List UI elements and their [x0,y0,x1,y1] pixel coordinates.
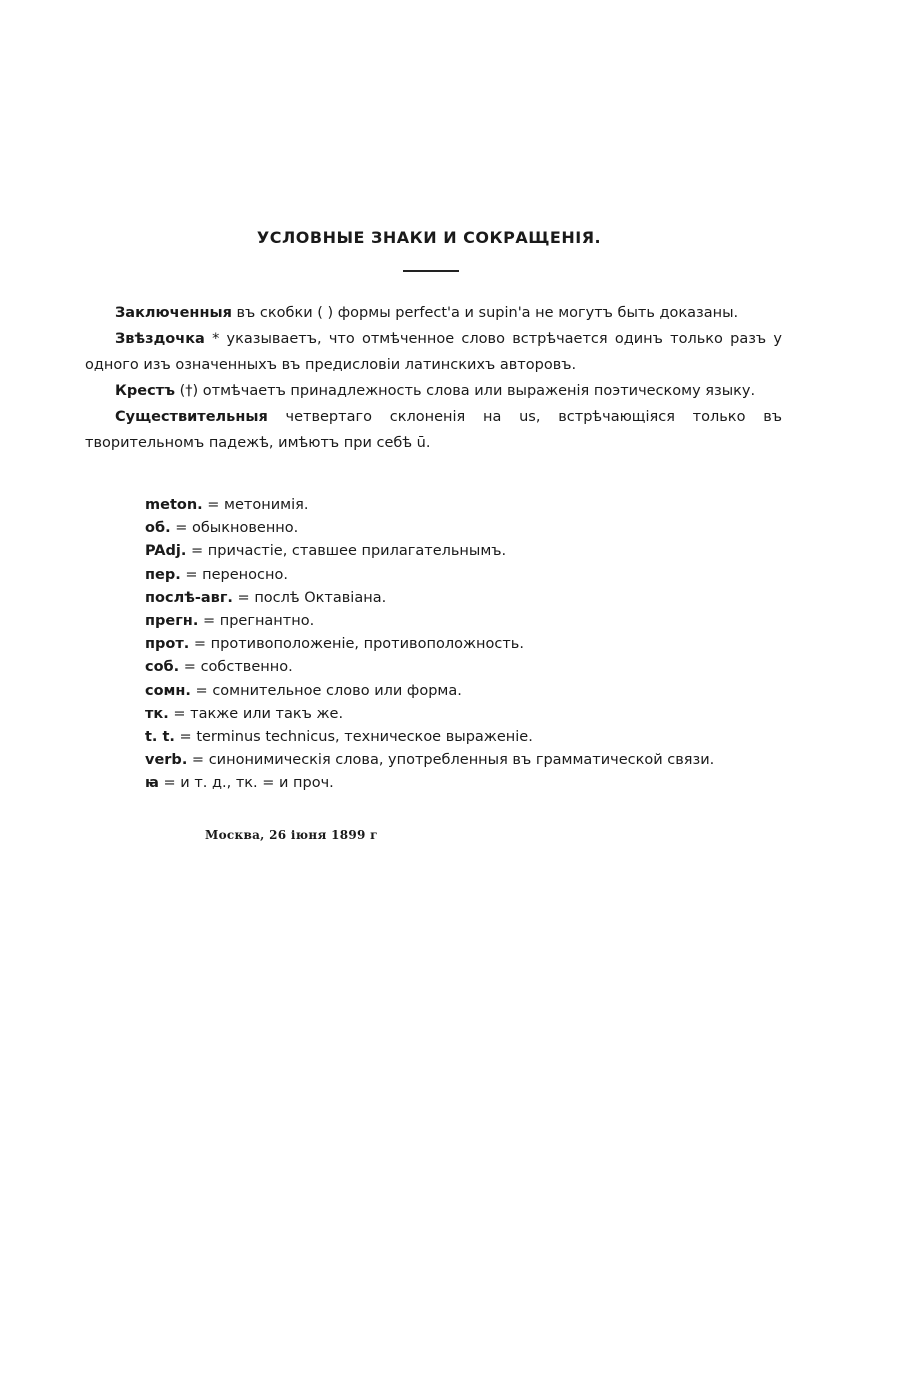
abbreviation-item [145,656,805,679]
abbreviation-separator: = [202,497,225,513]
paragraph-lead: Существительныя [115,409,268,425]
abbreviation-separator: = [174,729,197,746]
abbreviation-meaning: и т. д., тк. = и проч. [180,775,334,792]
abbreviation-separator: = [187,752,209,769]
abbreviation-meaning: причастіе, ставшее прилагательнымъ. [207,543,507,560]
abbreviation-separator: = [232,589,255,606]
paragraph-text: * указываетъ, что отмѣченное слово встрѣчается одинъ только разъ у одного изъ означенныхъ въ предисловіи латинскихъ авторовъ. [85,331,782,373]
abbreviation-meaning: обыкновенно. [191,520,299,537]
abbreviation-item [145,564,805,587]
abbreviation-meaning: собственно. [200,659,293,676]
paragraph-lead: Крестъ [115,383,175,399]
abbreviation-item [145,633,805,656]
title-underline-divider [403,270,459,272]
abbreviation-item [145,703,805,726]
abbreviation-separator: = [186,543,208,560]
abbreviation-term: пер. [145,566,181,583]
paragraph-dagger [85,378,782,404]
place-date-signature: Москва, 26 іюня 1899 г [205,828,378,842]
abbreviation-separator: = [189,636,211,653]
paragraph-brackets [85,300,782,326]
abbreviation-separator: = [179,659,201,676]
abbreviation-item [145,494,805,517]
abbreviation-item [145,517,805,540]
abbreviation-meaning: синонимическія слова, употребленныя въ грамматической связи. [208,752,715,769]
abbreviation-item [145,587,805,610]
abbreviation-item [145,540,805,563]
abbreviation-term: об. [145,520,171,537]
paragraph-asterisk [85,326,782,378]
abbreviation-separator: = [198,613,220,630]
abbreviation-term: прот. [145,636,190,653]
abbreviation-meaning: также или такъ же. [190,705,344,722]
paragraph-lead: Заключенныя [115,305,232,321]
abbreviation-meaning: terminus technicus, техническое выраженіе. [196,729,533,746]
paragraph-text: въ скобки ( ) формы perfect'a и supin'a не могутъ быть доказаны. [231,305,739,321]
abbreviation-item [145,772,805,795]
abbreviation-term: прегн. [145,613,199,630]
abbreviation-meaning: сомнительное слово или форма. [212,682,462,699]
abbreviation-separator: = [180,566,203,583]
abbreviation-term: сомн. [145,682,191,699]
abbreviation-meaning: переносно. [202,566,288,583]
abbreviation-term: verb. [145,752,188,769]
abbreviation-item [145,680,805,703]
page-title: УСЛОВНЫЕ ЗНАКИ И СОКРАЩЕНІЯ. [256,228,602,247]
abbreviation-separator: = [190,682,213,699]
paragraph-lead: Звѣздочка [115,331,205,347]
paragraph-text: четвертаго склоненія на us, встрѣчающіяся только въ творительномъ падежѣ, имѣютъ при себѣ ū. [85,409,782,451]
abbreviation-separator: = [168,705,191,722]
paragraph-fourth-declension [85,404,782,456]
abbreviation-separator: = [158,775,181,792]
abbreviation-list [145,494,805,796]
abbreviation-term: соб. [145,659,180,676]
abbreviation-item [145,749,805,772]
abbreviation-term: послѣ-авг. [145,589,233,606]
abbreviation-separator: = [170,520,192,537]
paragraph-text: (†) отмѣчаетъ принадлежность слова или выраженія поэтическому языку. [174,383,756,399]
abbreviation-term: PAdj. [145,543,187,560]
abbreviation-term: meton. [145,497,203,513]
abbreviation-term: ꙗ [145,775,159,792]
abbreviation-term: t. t. [145,729,175,746]
abbreviation-meaning: прегнантно. [219,613,315,630]
abbreviation-item [145,726,805,749]
abbreviation-term: тк. [145,705,169,722]
intro-paragraphs [85,300,782,456]
abbreviation-meaning: противоположеніе, противоположность. [210,636,524,653]
abbreviation-item [145,610,805,633]
abbreviation-meaning: послѣ Октавіана. [254,589,387,606]
abbreviation-meaning: метонимія. [224,497,309,513]
